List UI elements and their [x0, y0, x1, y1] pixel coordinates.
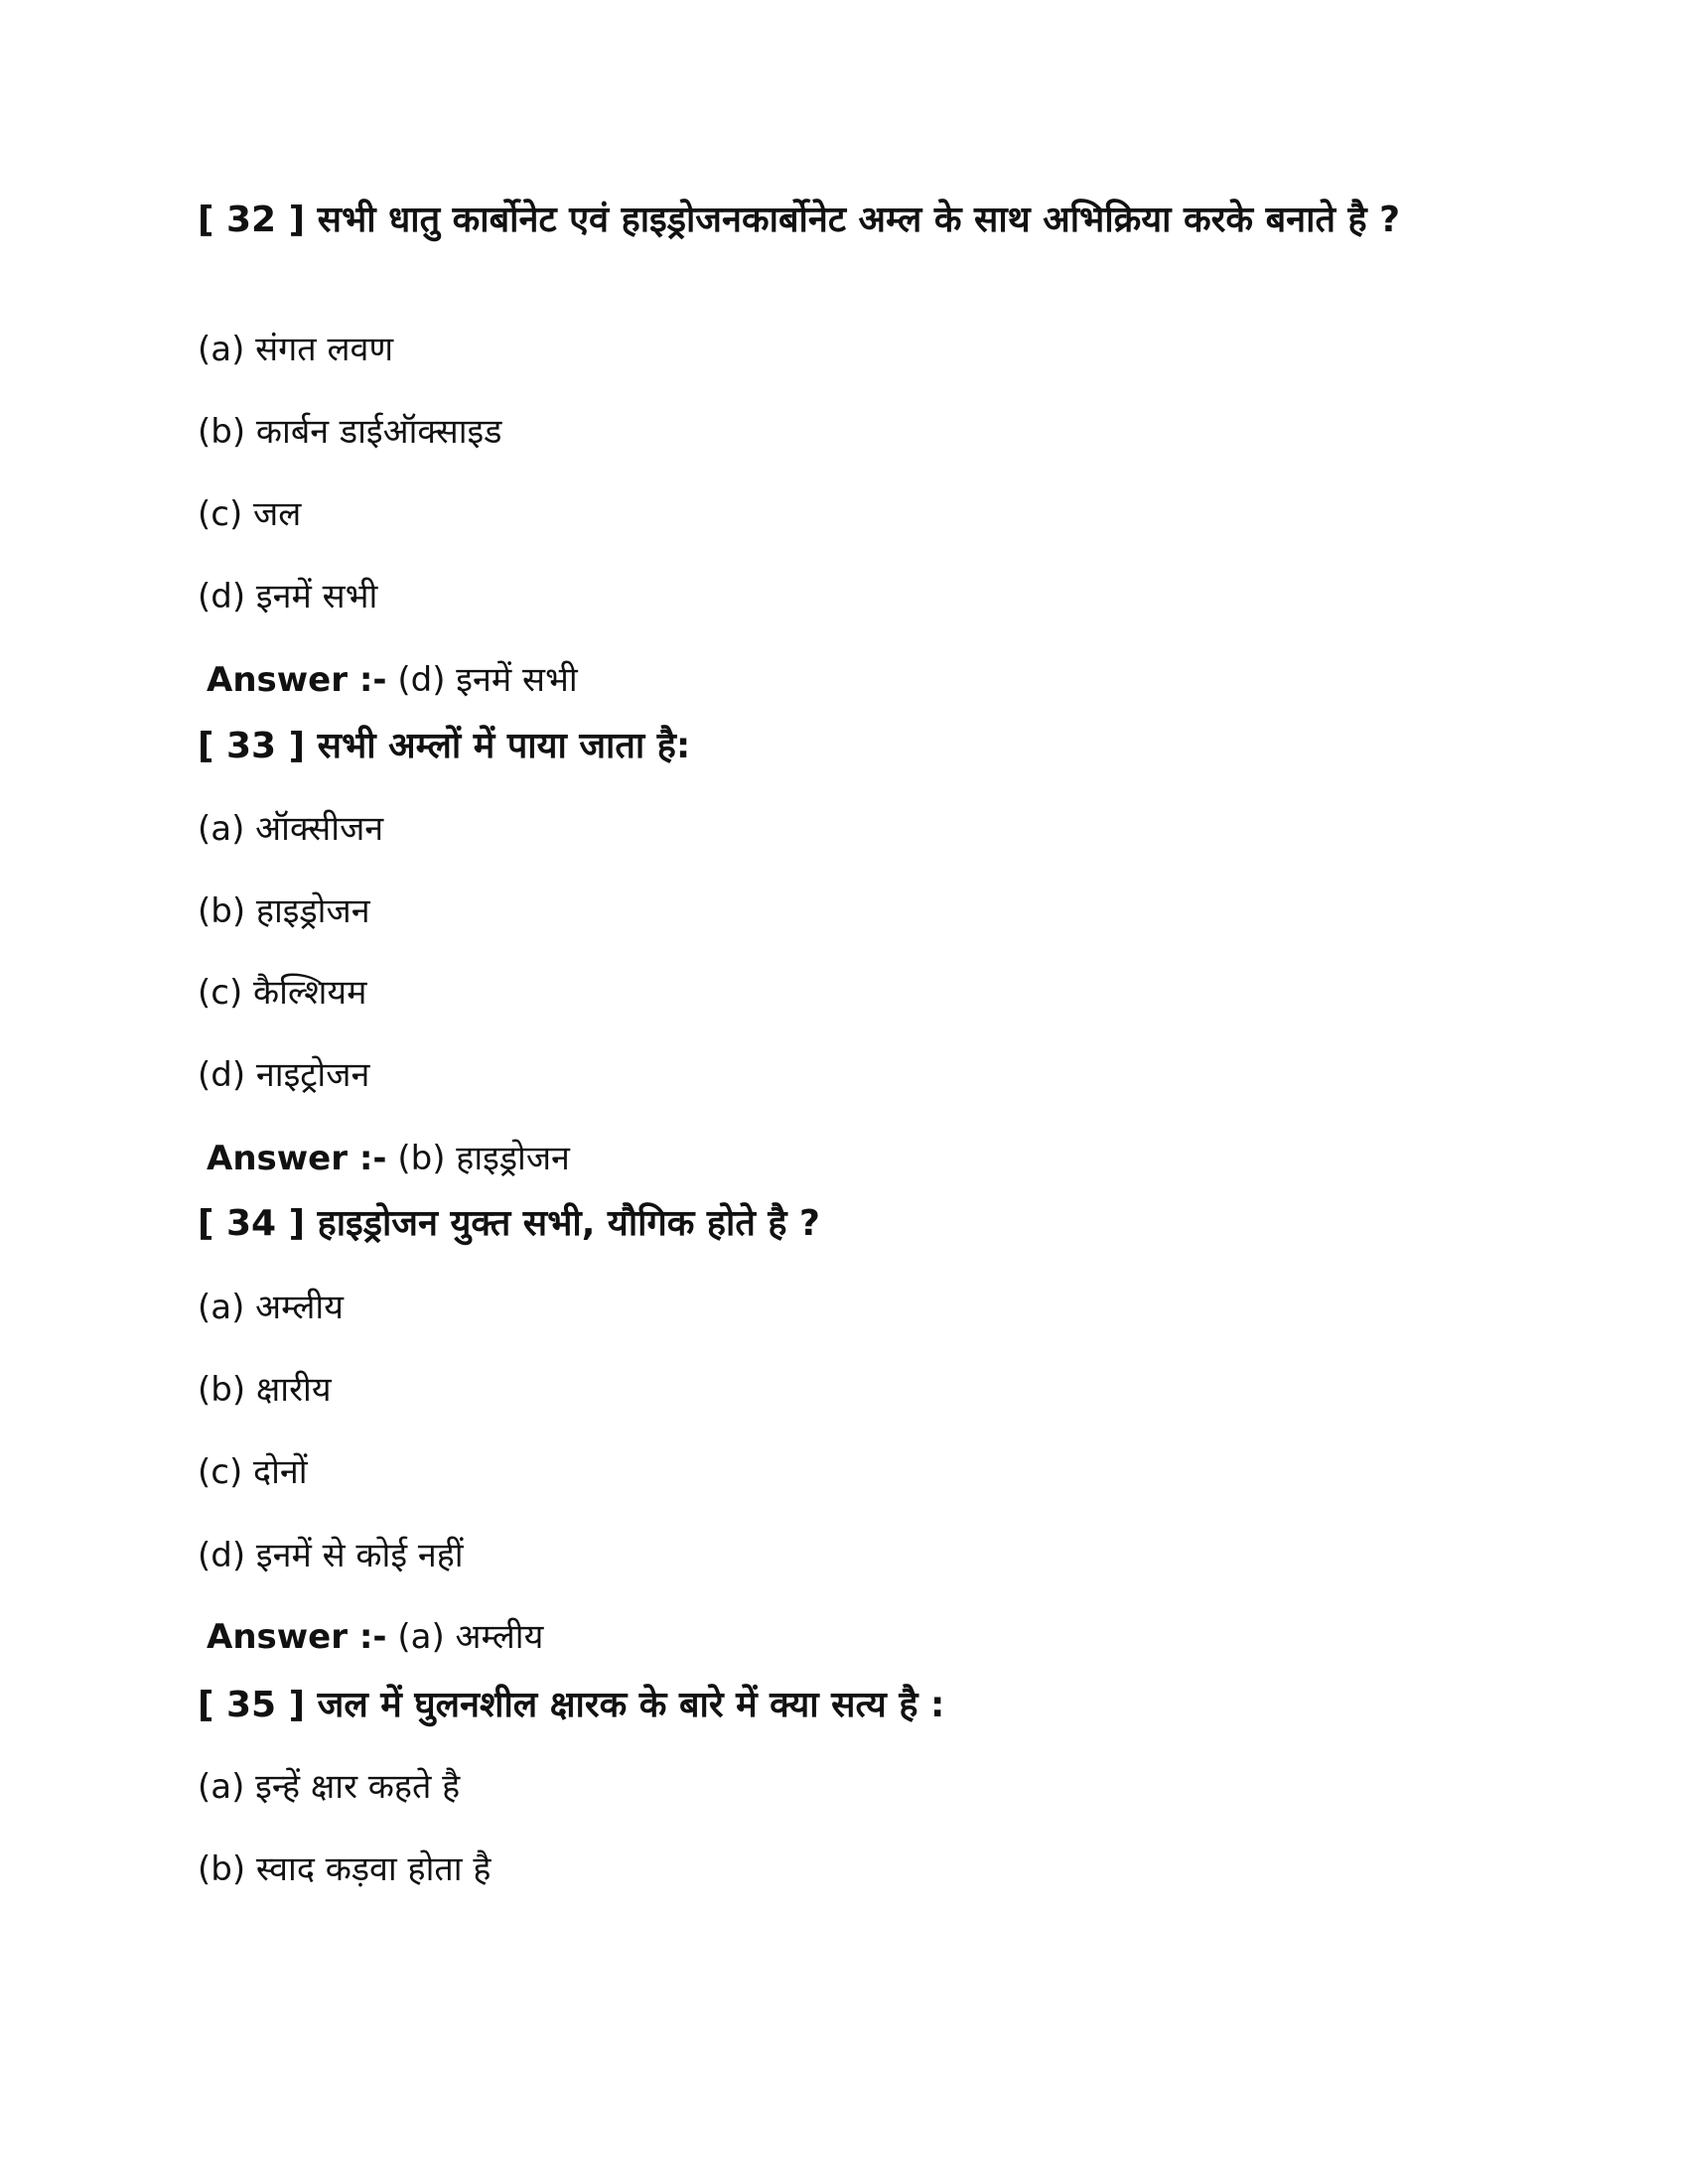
answer-value: (a) अम्लीय — [397, 1617, 544, 1657]
answer-label: Answer :- — [207, 1139, 387, 1178]
answer-33 — [207, 1134, 570, 1183]
option-a: (a) ऑक्सीजन — [198, 809, 384, 849]
question-34-title: [ 34 ] हाइड्रोजन युक्त सभी, यौगिक होते है ? — [198, 1203, 820, 1244]
option-d: (d) इनमें सभी — [198, 577, 378, 616]
option-c: (c) दोनों — [198, 1452, 308, 1492]
option-d: (d) नाइट्रोजन — [198, 1055, 370, 1095]
option-a: (a) अम्लीय — [198, 1288, 344, 1327]
option-c: (c) कैल्शियम — [198, 973, 367, 1013]
answer-34 — [207, 1612, 543, 1662]
option-c: (c) जल — [198, 494, 302, 534]
option-b: (b) कार्बन डाईऑक्साइड — [198, 412, 502, 452]
option-a: (a) संगत लवण — [198, 330, 394, 369]
question-35-title: [ 35 ] जल में घुलनशील क्षारक के बारे में क्या सत्य है : — [198, 1685, 945, 1725]
answer-value: (b) हाइड्रोजन — [397, 1139, 570, 1178]
answer-32 — [207, 655, 578, 705]
question-32-title: [ 32 ] सभी धातु कार्बोनेट एवं हाइड्रोजनकार्बोनेट अम्ल के साथ अभिक्रिया करके बनाते है ? — [198, 200, 1401, 240]
option-d: (d) इनमें से कोई नहीं — [198, 1536, 464, 1575]
answer-label: Answer :- — [207, 660, 387, 700]
option-a: (a) इन्हें क्षार कहते है — [198, 1767, 461, 1807]
option-b: (b) क्षारीय — [198, 1370, 332, 1410]
option-b: (b) स्वाद कड़वा होता है — [198, 1849, 492, 1889]
question-33-title: [ 33 ] सभी अम्लों में पाया जाता है: — [198, 726, 691, 766]
option-b: (b) हाइड्रोजन — [198, 891, 370, 931]
answer-label: Answer :- — [207, 1617, 387, 1657]
answer-value: (d) इनमें सभी — [397, 660, 578, 700]
